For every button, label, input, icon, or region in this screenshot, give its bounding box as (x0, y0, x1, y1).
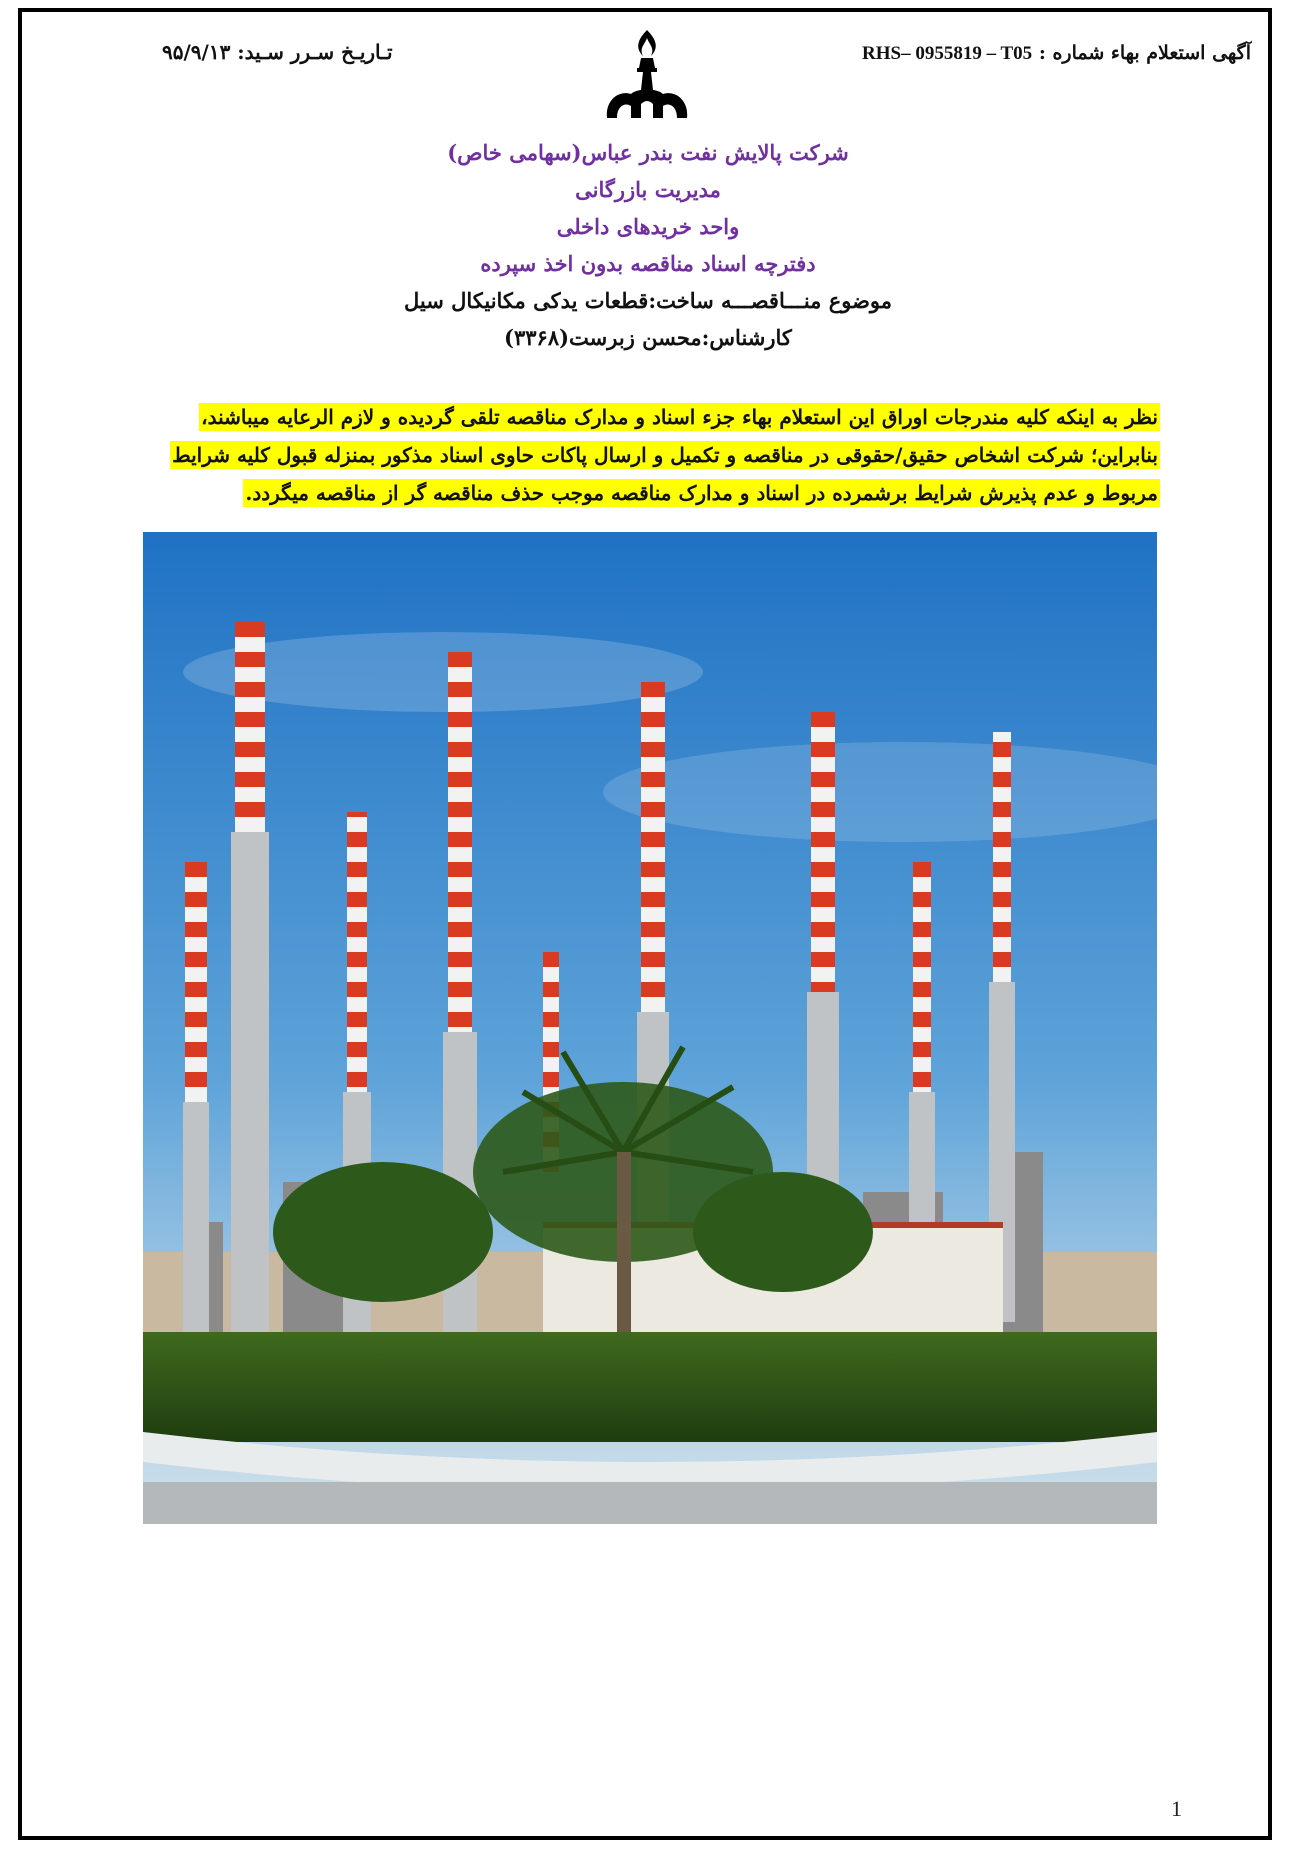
notice-line-2: بنابراین؛ شرکت اشخاص حقیق/حقوقی در مناقصه و تکمیل و ارسال پاکات حاوی اسناد مذکور بمنزله قبول کلیه شرایط (172, 443, 1158, 467)
booklet-title: دفترچه اسناد مناقصه بدون اخذ سپرده (480, 251, 816, 276)
refinery-photo (143, 532, 1157, 1524)
notice-line-1: نظر به اینکه کلیه مندرجات اوراق این استعلام بهاء جزء اسناد و مدارک مناقصه تلقی گردیده و لازم الرعایه میباشند، (201, 405, 1158, 429)
expert-name: کارشناس:محسن زبرست(۳۳۶۸) (504, 325, 792, 350)
inquiry-label: آگهی استعلام بهاء شماره : (1038, 42, 1251, 64)
due-date-value: ۹۵/۹/۱۳ (162, 40, 231, 64)
unit-name: واحد خریدهای داخلی (556, 214, 740, 239)
highlighted-notice (118, 398, 1160, 512)
due-date-label: تـاریـخ سـرر سـید: (237, 40, 393, 64)
tender-subject: موضوع منـــاقصـــه ساخت:قطعات یدکی مکانیکال سیل (403, 288, 893, 313)
inquiry-number-header (862, 42, 1251, 65)
department-name: مدیریت بازرگانی (575, 177, 721, 202)
company-name: شرکت پالایش نفت بندر عباس(سهامی خاص) (447, 140, 849, 165)
nioc-flame-logo (597, 28, 697, 128)
inquiry-number: RHS– 0955819 – T05 (862, 43, 1033, 64)
page-number: 1 (1171, 1796, 1182, 1821)
due-date-header (162, 40, 393, 64)
document-titles (0, 134, 1296, 356)
notice-line-3: مربوط و عدم پذیرش شرایط برشمرده در اسناد و مدارک مناقصه موجب حذف مناقصه گر از مناقصه میگردد. (245, 481, 1158, 505)
